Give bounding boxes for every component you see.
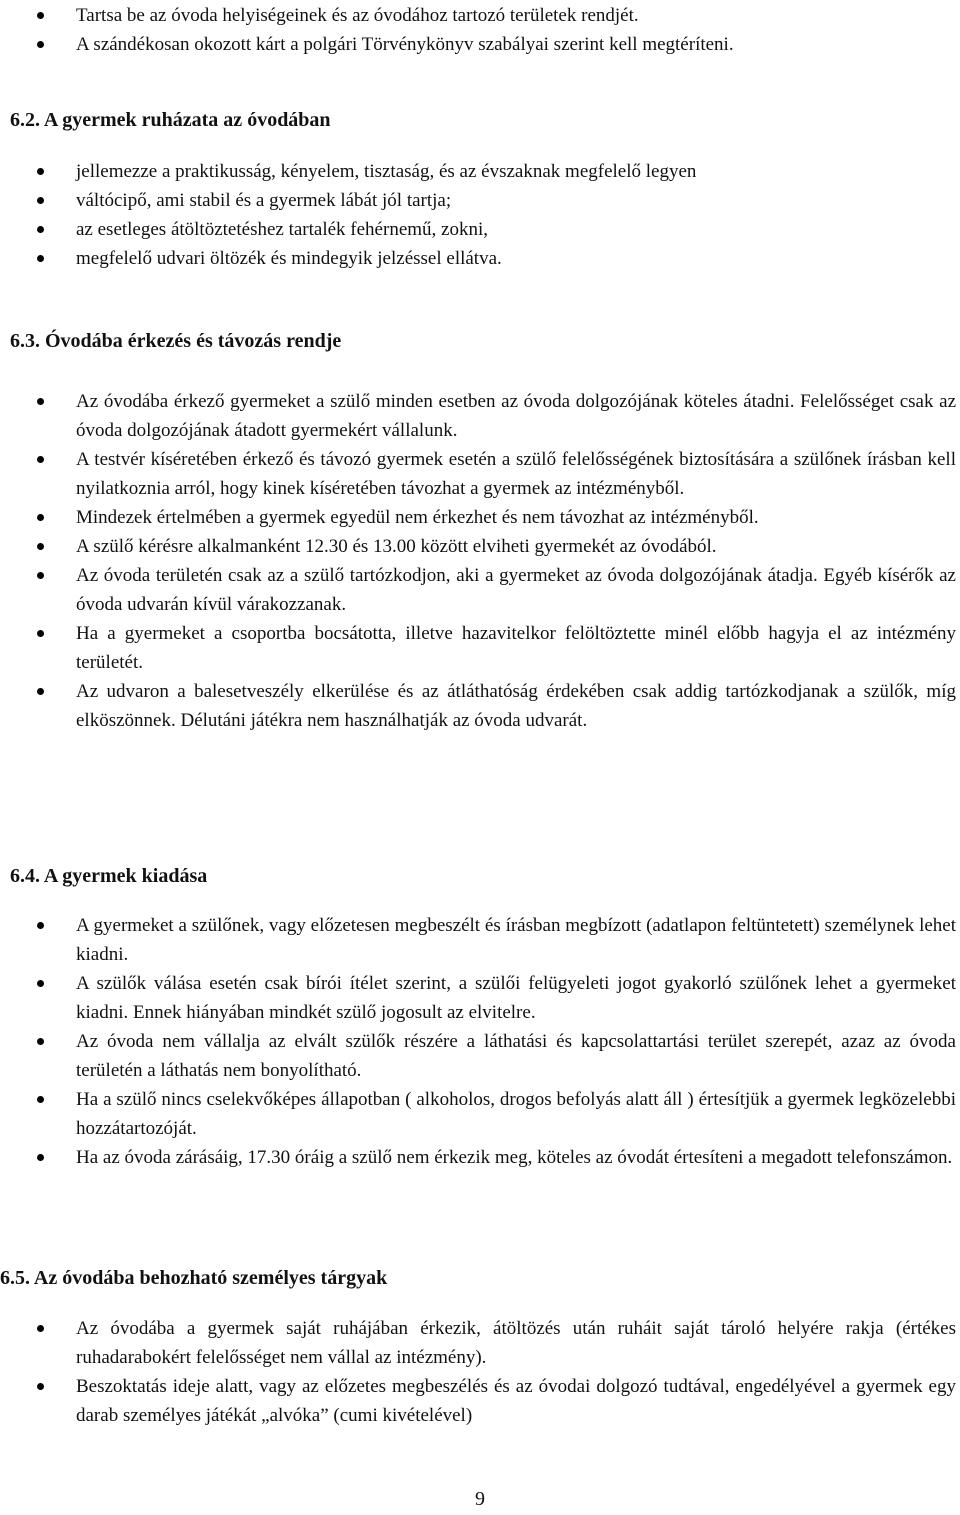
section-6-2-list — [0, 157, 960, 273]
list-item: Az óvodába a gyermek saját ruhájában érkezik, átöltözés után ruháit saját tároló helyére rakja (értékes ruhadarabokért felelősséget nem vállal az intézmény). — [0, 1314, 960, 1372]
section-6-4-list — [0, 911, 960, 1172]
bullet-icon — [37, 572, 44, 579]
bullet-icon — [37, 1038, 44, 1045]
intro-list — [0, 1, 960, 59]
list-item: váltócipő, ami stabil és a gyermek lábát jól tartja; — [0, 186, 960, 215]
list-item: Az óvodába érkező gyermeket a szülő minden esetben az óvoda dolgozójának köteles átadni. Felelősséget csak az óvoda dolgozójának átadott gyermekért vállalunk. — [0, 387, 960, 445]
list-item: Beszoktatás ideje alatt, vagy az előzetes megbeszélés és az óvodai dolgozó tudtával, engedélyével a gyermek egy darab személyes játékát „alvóka” (cumi kivételével) — [0, 1372, 960, 1430]
bullet-icon — [37, 255, 44, 262]
page-number: 9 — [475, 1488, 485, 1510]
bullet-icon — [37, 456, 44, 463]
section-heading-6-2: 6.2. A gyermek ruházata az óvodában — [10, 109, 331, 131]
bullet-icon — [37, 630, 44, 637]
list-item: az esetleges átöltöztetéshez tartalék fehérnemű, zokni, — [0, 215, 960, 244]
list-item: Az udvaron a balesetveszély elkerülése és az átláthatóság érdekében csak addig tartózkodjanak a szülők, míg elköszönnek. Délutáni játékra nem használhatják az óvoda udvarát. — [0, 677, 960, 735]
list-item: A szándékosan okozott kárt a polgári Törvénykönyv szabályai szerint kell megtéríteni. — [0, 30, 960, 59]
list-item: Mindezek értelmében a gyermek egyedül nem érkezhet és nem távozhat az intézményből. — [0, 503, 960, 532]
bullet-icon — [37, 197, 44, 204]
section-6-3-list — [0, 387, 960, 735]
list-item: Tartsa be az óvoda helyiségeinek és az óvodához tartozó területek rendjét. — [0, 1, 960, 30]
list-item: A szülők válása esetén csak bírói ítélet szerint, a szülői felügyeleti jogot gyakorló szülőnek lehet a gyermeket kiadni. Ennek hiányában mindkét szülő jogosult az elvitelre. — [0, 969, 960, 1027]
list-item: megfelelő udvari öltözék és mindegyik jelzéssel ellátva. — [0, 244, 960, 273]
list-item: Az óvoda nem vállalja az elvált szülők részére a láthatási és kapcsolattartási terület szerepét, azaz az óvoda területén a láthatás nem bonyolítható. — [0, 1027, 960, 1085]
bullet-icon — [37, 41, 44, 48]
bullet-icon — [37, 980, 44, 987]
section-heading-6-5: 6.5. Az óvodába behozható személyes tárgyak — [0, 1267, 388, 1289]
bullet-icon — [37, 1325, 44, 1332]
list-item: jellemezze a praktikusság, kényelem, tisztaság, és az évszaknak megfelelő legyen — [0, 157, 960, 186]
bullet-icon — [37, 1383, 44, 1390]
bullet-icon — [37, 1096, 44, 1103]
list-item: A gyermeket a szülőnek, vagy előzetesen megbeszélt és írásban megbízott (adatlapon feltüntetett) személynek lehet kiadni. — [0, 911, 960, 969]
section-heading-6-3: 6.3. Óvodába érkezés és távozás rendje — [10, 330, 342, 352]
bullet-icon — [37, 168, 44, 175]
bullet-icon — [37, 226, 44, 233]
bullet-icon — [37, 1154, 44, 1161]
bullet-icon — [37, 398, 44, 405]
list-item: A szülő kérésre alkalmanként 12.30 és 13.00 között elviheti gyermekét az óvodából. — [0, 532, 960, 561]
list-item: A testvér kíséretében érkező és távozó gyermek esetén a szülő felelősségének biztosítására a szülőnek írásban kell nyilatkoznia arról, hogy kinek kíséretében távozhat a gyermek az intézményből. — [0, 445, 960, 503]
list-item: Ha a szülő nincs cselekvőképes állapotban ( alkoholos, drogos befolyás alatt áll ) értesítjük a gyermek legközelebbi hozzátartozóját. — [0, 1085, 960, 1143]
section-heading-6-4: 6.4. A gyermek kiadása — [10, 865, 208, 887]
bullet-icon — [37, 543, 44, 550]
list-item: Ha az óvoda zárásáig, 17.30 óráig a szülő nem érkezik meg, köteles az óvodát értesíteni a megadott telefonszámon. — [0, 1143, 960, 1172]
bullet-icon — [37, 922, 44, 929]
section-6-5-list — [0, 1314, 960, 1430]
list-item: Az óvoda területén csak az a szülő tartózkodjon, aki a gyermeket az óvoda dolgozójának átadja. Egyéb kísérők az óvoda udvarán kívül várakozzanak. — [0, 561, 960, 619]
bullet-icon — [37, 12, 44, 19]
bullet-icon — [37, 688, 44, 695]
list-item: Ha a gyermeket a csoportba bocsátotta, illetve hazavitelkor felöltöztette minél előbb hagyja el az intézmény területét. — [0, 619, 960, 677]
bullet-icon — [37, 514, 44, 521]
